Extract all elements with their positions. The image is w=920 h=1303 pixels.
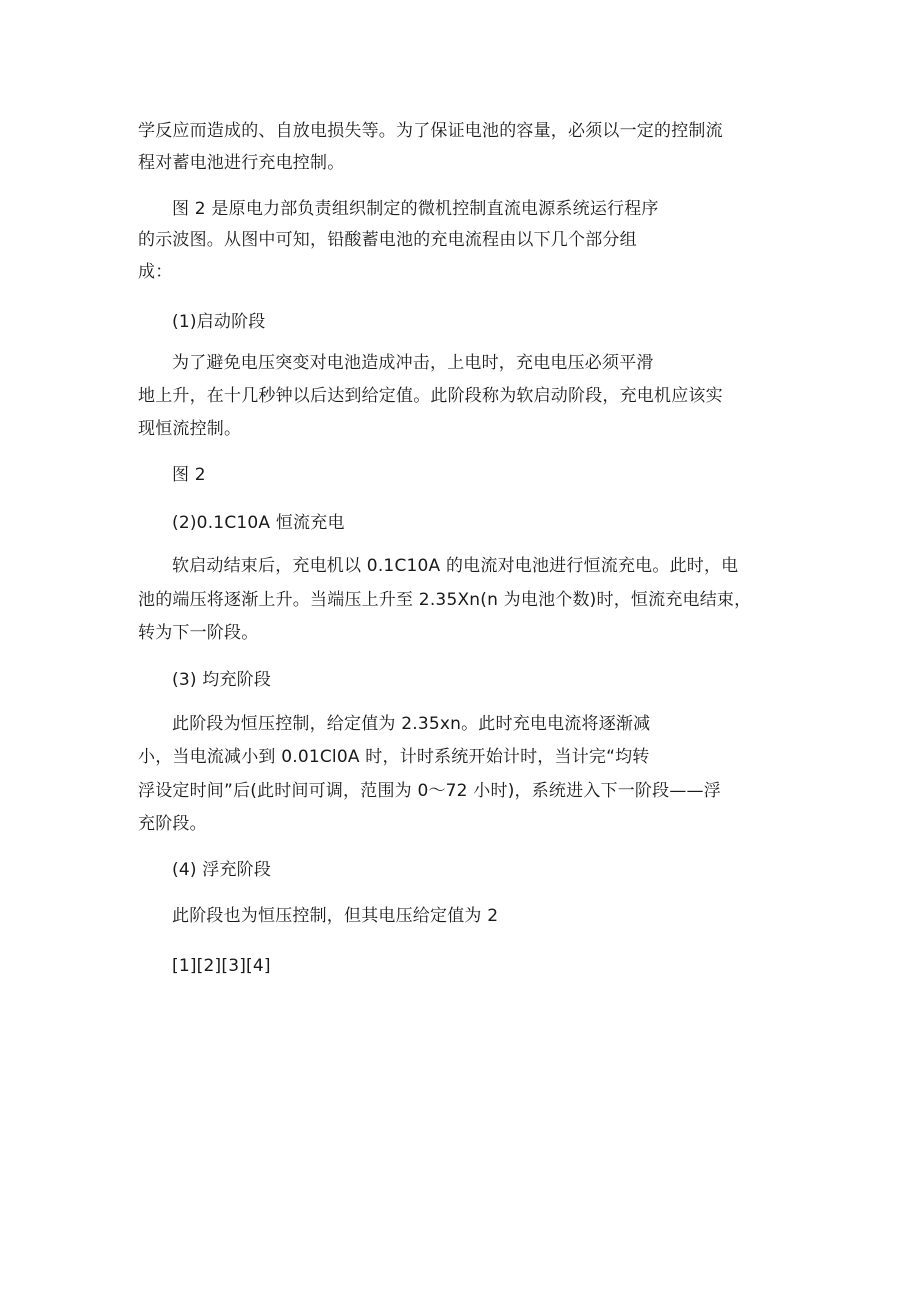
paragraph-line: 为了避免电压突变对电池造成冲击，上电时，充电电压必须平滑 [172,353,654,373]
paragraph-line: 地上升，在十几秒钟以后达到给定值。此阶段称为软启动阶段，充电机应该实 [138,386,723,406]
references: [1][2][3][4] [172,956,271,976]
paragraph-line: 现恒流控制。 [138,419,242,439]
section-heading-3: (3) 均充阶段 [172,670,272,690]
paragraph-line: 池的端压将逐渐上升。当端压上升至 2.35Xn(n 为电池个数)时，恒流充电结束， [138,590,752,610]
section-heading-2: (2)0.1C10A 恒流充电 [172,513,345,533]
paragraph-line: 转为下一阶段。 [138,623,259,643]
paragraph-line: 的示波图。从图中可知，铅酸蓄电池的充电流程由以下几个部分组 [138,230,637,250]
paragraph-line: 学反应而造成的、自放电损失等。为了保证电池的容量，必须以一定的控制流 [138,121,723,141]
paragraph-line: 图 2 是原电力部负责组织制定的微机控制直流电源系统运行程序 [172,199,659,219]
paragraph-line: 此阶段为恒压控制，给定值为 2.35xn。此时充电电流将逐渐减 [172,714,651,734]
paragraph-line: 充阶段。 [138,814,207,834]
figure-label: 图 2 [172,465,206,485]
section-heading-4: (4) 浮充阶段 [172,860,272,880]
section-heading-1: (1)启动阶段 [172,312,266,332]
paragraph-line: 成： [138,262,173,282]
paragraph-line: 程对蓄电池进行充电控制。 [138,153,345,173]
paragraph-line: 浮设定时间”后(此时间可调，范围为 0～72 小时)，系统进入下一阶段——浮 [138,781,721,801]
paragraph-line: 小，当电流减小到 0.01Cl0A 时，计时系统开始计时，当计完“均转 [138,747,650,767]
paragraph-line: 软启动结束后，充电机以 0.1C10A 的电流对电池进行恒流充电。此时，电 [172,556,739,576]
paragraph-line: 此阶段也为恒压控制，但其电压给定值为 2 [172,906,499,926]
